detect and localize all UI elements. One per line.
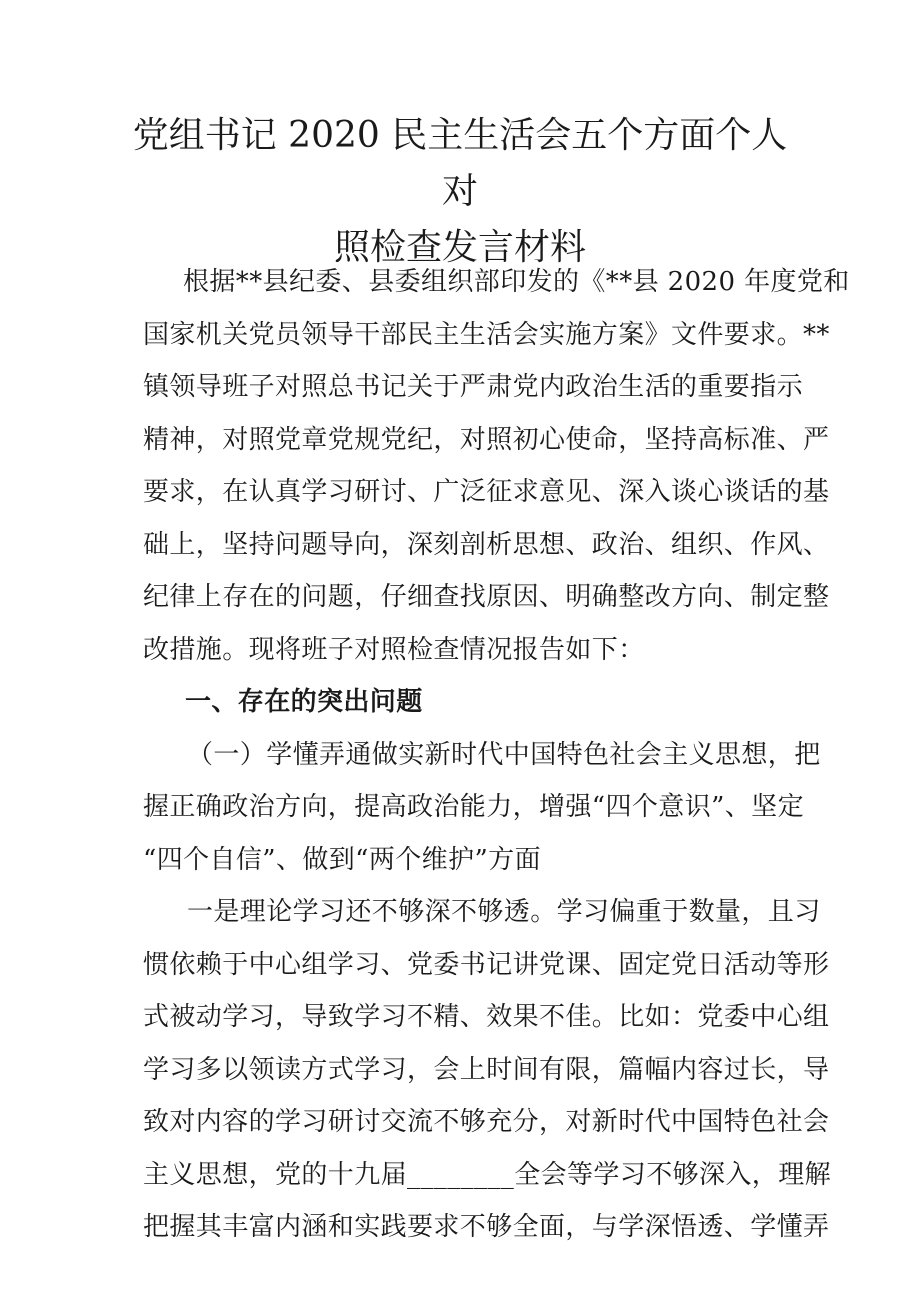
subsection-line: “四个自信”、做到“两个维护”方面 [143,844,541,875]
section-heading: 一、存在的突出问题 [185,687,423,717]
subsection-line: 握正确政治方向，提高政治能力，增强“四个意识”、坚定 [143,792,804,822]
intro-line: 国家机关党员领导干部民主生活会实施方案》文件要求。** [143,319,830,350]
intro-line: 要求，在认真学习研讨、广泛征求意见、深入谈心谈话的基 [143,477,830,507]
intro-line: 根据**县纪委、县委组织部印发的《**县 2020 年度党和 [183,267,850,297]
point-line: 主义思想，党的十九届________全会等学习不够深入，理解 [143,1159,832,1190]
document-body [143,256,850,1254]
document-title [120,108,800,276]
intro-line: 精神，对照党章党规党纪，对照初心使命，坚持高标准、严 [143,424,830,455]
point-line: 学习多以领读方式学习，会上时间有限，篇幅内容过长，导 [143,1054,830,1085]
point-line: 把握其丰富内涵和实践要求不够全面，与学深悟透、学懂弄 [143,1212,830,1242]
title-line: 党组书记 2020 民主生活会五个方面个人对 [132,115,788,212]
subsection-line: （一）学懂弄通做实新时代中国特色社会主义思想，把 [187,739,821,770]
point-line: 一是理论学习还不够深不够透。学习偏重于数量，且习 [187,897,821,927]
intro-line: 改措施。现将班子对照检查情况报告如下： [143,634,645,665]
point-line: 惯依赖于中心组学习、党委书记讲党课、固定党日活动等形 [143,949,830,980]
intro-line: 镇领导班子对照总书记关于严肃党内政治生活的重要指示 [143,372,804,402]
intro-line: 础上，坚持问题导向，深刻剖析思想、政治、组织、作风、 [143,529,830,560]
intro-line: 纪律上存在的问题，仔细查找原因、明确整改方向、制定整 [143,582,830,612]
point-line: 式被动学习，导致学习不精、效果不佳。比如：党委中心组 [143,1002,830,1032]
point-line: 致对内容的学习研讨交流不够充分，对新时代中国特色社会 [143,1107,830,1137]
title-line: 照检查发言材料 [333,227,586,268]
